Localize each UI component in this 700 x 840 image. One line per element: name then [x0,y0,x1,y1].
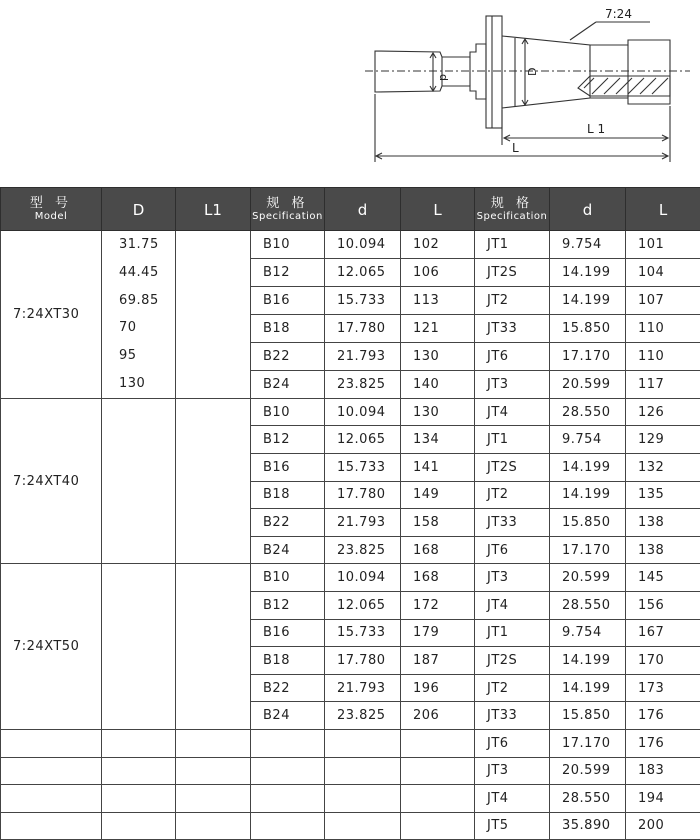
spec2-cell: JT5 [475,812,550,840]
D-value: 70 [119,320,137,336]
spec-cell: B12 [251,426,325,454]
L2-cell: 110 [626,314,700,342]
L-cell: 121 [401,314,475,342]
spec2-cell: JT6 [475,342,550,370]
model-cell: 7:24XT50 [1,564,102,730]
d-cell: 15.733 [325,453,401,481]
table-row [1,231,700,259]
pull-stud-outline [590,40,670,104]
spec-cell [251,812,325,840]
L1-cell [176,729,251,757]
spec-cell: B24 [251,370,325,398]
d2-cell: 14.199 [550,647,626,675]
d2-cell: 9.754 [550,426,626,454]
d-cell: 12.065 [325,426,401,454]
spec2-cell: JT4 [475,785,550,813]
model-cell [1,785,102,813]
technical-drawing [0,0,700,185]
L2-cell: 126 [626,398,700,426]
spec2-cell: JT2S [475,258,550,286]
flange-outline [486,16,502,128]
L-cell: 130 [401,342,475,370]
D-value: 44.45 [119,264,159,280]
L2-cell: 129 [626,426,700,454]
D-cell [102,812,176,840]
d2-cell: 17.170 [550,536,626,564]
model-cell [1,757,102,785]
D-cell [102,785,176,813]
spec-cell: B18 [251,314,325,342]
d2-cell: 20.599 [550,564,626,592]
L2-cell: 107 [626,286,700,314]
d2-cell: 14.199 [550,674,626,702]
d-cell: 10.094 [325,231,401,259]
L2-cell: 138 [626,509,700,537]
spec2-cell: JT2S [475,453,550,481]
d2-cell: 20.599 [550,757,626,785]
L-cell: 106 [401,258,475,286]
spec-cell: B10 [251,231,325,259]
header-d-1: d [325,188,401,231]
L-cell: 113 [401,286,475,314]
L-cell: 130 [401,398,475,426]
d-cell: 21.793 [325,674,401,702]
L1-cell [176,231,251,399]
spec2-cell: JT2 [475,481,550,509]
L2-cell: 200 [626,812,700,840]
spec-cell: B24 [251,536,325,564]
L2-cell: 176 [626,702,700,730]
D-value: 69.85 [119,292,159,308]
d2-cell: 17.170 [550,729,626,757]
L-cell: 141 [401,453,475,481]
L-cell: 134 [401,426,475,454]
D-value-list [102,231,175,398]
d-cell: 10.094 [325,398,401,426]
L-cell: 187 [401,647,475,675]
L2-cell: 183 [626,757,700,785]
d2-cell: 14.199 [550,258,626,286]
d-cell: 23.825 [325,370,401,398]
d2-cell: 15.850 [550,702,626,730]
spec2-cell: JT2S [475,647,550,675]
spec-cell: B12 [251,258,325,286]
spec-cell: B10 [251,398,325,426]
shank-outline [375,44,486,99]
d2-cell: 14.199 [550,481,626,509]
model-cell: 7:24XT30 [1,231,102,399]
L2-cell: 138 [626,536,700,564]
dimension-d-label: d [437,74,450,81]
header-spec-2: 规 格 Specification [475,188,550,231]
d-cell: 12.065 [325,591,401,619]
spec-cell: B18 [251,647,325,675]
d-cell: 10.094 [325,564,401,592]
d-cell: 15.733 [325,619,401,647]
L-cell: 206 [401,702,475,730]
L-cell: 179 [401,619,475,647]
model-cell [1,812,102,840]
d-cell [325,757,401,785]
L-cell: 168 [401,536,475,564]
L2-cell: 117 [626,370,700,398]
spec-cell: B12 [251,591,325,619]
spec-cell: B22 [251,509,325,537]
D-cell [102,564,176,730]
spec2-cell: JT6 [475,536,550,564]
header-row [1,188,700,231]
L-cell [401,812,475,840]
spec2-cell: JT2 [475,286,550,314]
L-cell: 196 [401,674,475,702]
L-cell [401,757,475,785]
L-cell [401,785,475,813]
L2-cell: 145 [626,564,700,592]
L2-cell: 173 [626,674,700,702]
header-D: D [102,188,176,231]
L2-cell: 170 [626,647,700,675]
D-value: 95 [119,348,137,364]
dimension-L1-label: L 1 [587,122,606,136]
L1-cell [176,564,251,730]
d2-cell: 35.890 [550,812,626,840]
d-cell [325,812,401,840]
spec-cell [251,785,325,813]
L2-cell: 110 [626,342,700,370]
L-cell [401,729,475,757]
spec2-cell: JT3 [475,564,550,592]
L1-cell [176,757,251,785]
L2-cell: 135 [626,481,700,509]
spec-cell: B18 [251,481,325,509]
d2-cell: 9.754 [550,231,626,259]
spec2-cell: JT4 [475,591,550,619]
L1-cell [176,398,251,564]
spec2-cell: JT6 [475,729,550,757]
dimension-L-label: L [512,141,519,155]
d-cell: 17.780 [325,314,401,342]
L-cell: 140 [401,370,475,398]
d-cell: 17.780 [325,647,401,675]
model-cell [1,729,102,757]
L-cell: 168 [401,564,475,592]
d-cell: 23.825 [325,702,401,730]
taper-label: 7:24 [605,7,632,21]
d2-cell: 28.550 [550,785,626,813]
d-cell [325,785,401,813]
spec-cell: B16 [251,619,325,647]
L2-cell: 176 [626,729,700,757]
d-cell: 17.780 [325,481,401,509]
spec2-cell: JT1 [475,426,550,454]
d2-cell: 15.850 [550,314,626,342]
d2-cell: 15.850 [550,509,626,537]
D-value: 130 [119,375,146,391]
spec2-cell: JT1 [475,619,550,647]
specification-table [0,187,700,840]
spec-cell: B22 [251,342,325,370]
L2-cell: 132 [626,453,700,481]
d2-cell: 20.599 [550,370,626,398]
table-row [1,785,700,813]
table-row [1,398,700,426]
L2-cell: 167 [626,619,700,647]
table-row [1,757,700,785]
header-d-2: d [550,188,626,231]
spec2-cell: JT2 [475,674,550,702]
d2-cell: 14.199 [550,453,626,481]
L-cell: 149 [401,481,475,509]
d-cell: 12.065 [325,258,401,286]
spec-cell: B24 [251,702,325,730]
D-cell [102,231,176,399]
spec-cell [251,729,325,757]
L1-cell [176,785,251,813]
d-cell: 21.793 [325,509,401,537]
D-cell [102,757,176,785]
table-row [1,812,700,840]
d-cell: 15.733 [325,286,401,314]
table-row [1,729,700,757]
spec-cell: B16 [251,286,325,314]
D-cell [102,398,176,564]
D-value: 31.75 [119,237,159,252]
spec2-cell: JT33 [475,509,550,537]
D-cell [102,729,176,757]
d-cell: 21.793 [325,342,401,370]
L2-cell: 156 [626,591,700,619]
header-model: 型 号 Model [1,188,102,231]
spec-cell: B16 [251,453,325,481]
L2-cell: 101 [626,231,700,259]
d2-cell: 28.550 [550,591,626,619]
spec2-cell: JT3 [475,757,550,785]
d2-cell: 9.754 [550,619,626,647]
d2-cell: 28.550 [550,398,626,426]
header-L-1: L [401,188,475,231]
header-L-2: L [626,188,700,231]
header-L1: L1 [176,188,251,231]
dimension-D-label: D [526,67,539,76]
L2-cell: 104 [626,258,700,286]
spec2-cell: JT1 [475,231,550,259]
spec-cell: B22 [251,674,325,702]
L-cell: 172 [401,591,475,619]
spec-cell: B10 [251,564,325,592]
L1-cell [176,812,251,840]
d2-cell: 14.199 [550,286,626,314]
spec2-cell: JT33 [475,702,550,730]
L2-cell: 194 [626,785,700,813]
L-cell: 102 [401,231,475,259]
table-row [1,564,700,592]
L-cell: 158 [401,509,475,537]
d-cell: 23.825 [325,536,401,564]
header-spec-1: 规 格 Specification [251,188,325,231]
d2-cell: 17.170 [550,342,626,370]
spec2-cell: JT3 [475,370,550,398]
spec-cell [251,757,325,785]
d-cell [325,729,401,757]
model-cell: 7:24XT40 [1,398,102,564]
table-body [1,231,700,840]
spec2-cell: JT4 [475,398,550,426]
spec2-cell: JT33 [475,314,550,342]
